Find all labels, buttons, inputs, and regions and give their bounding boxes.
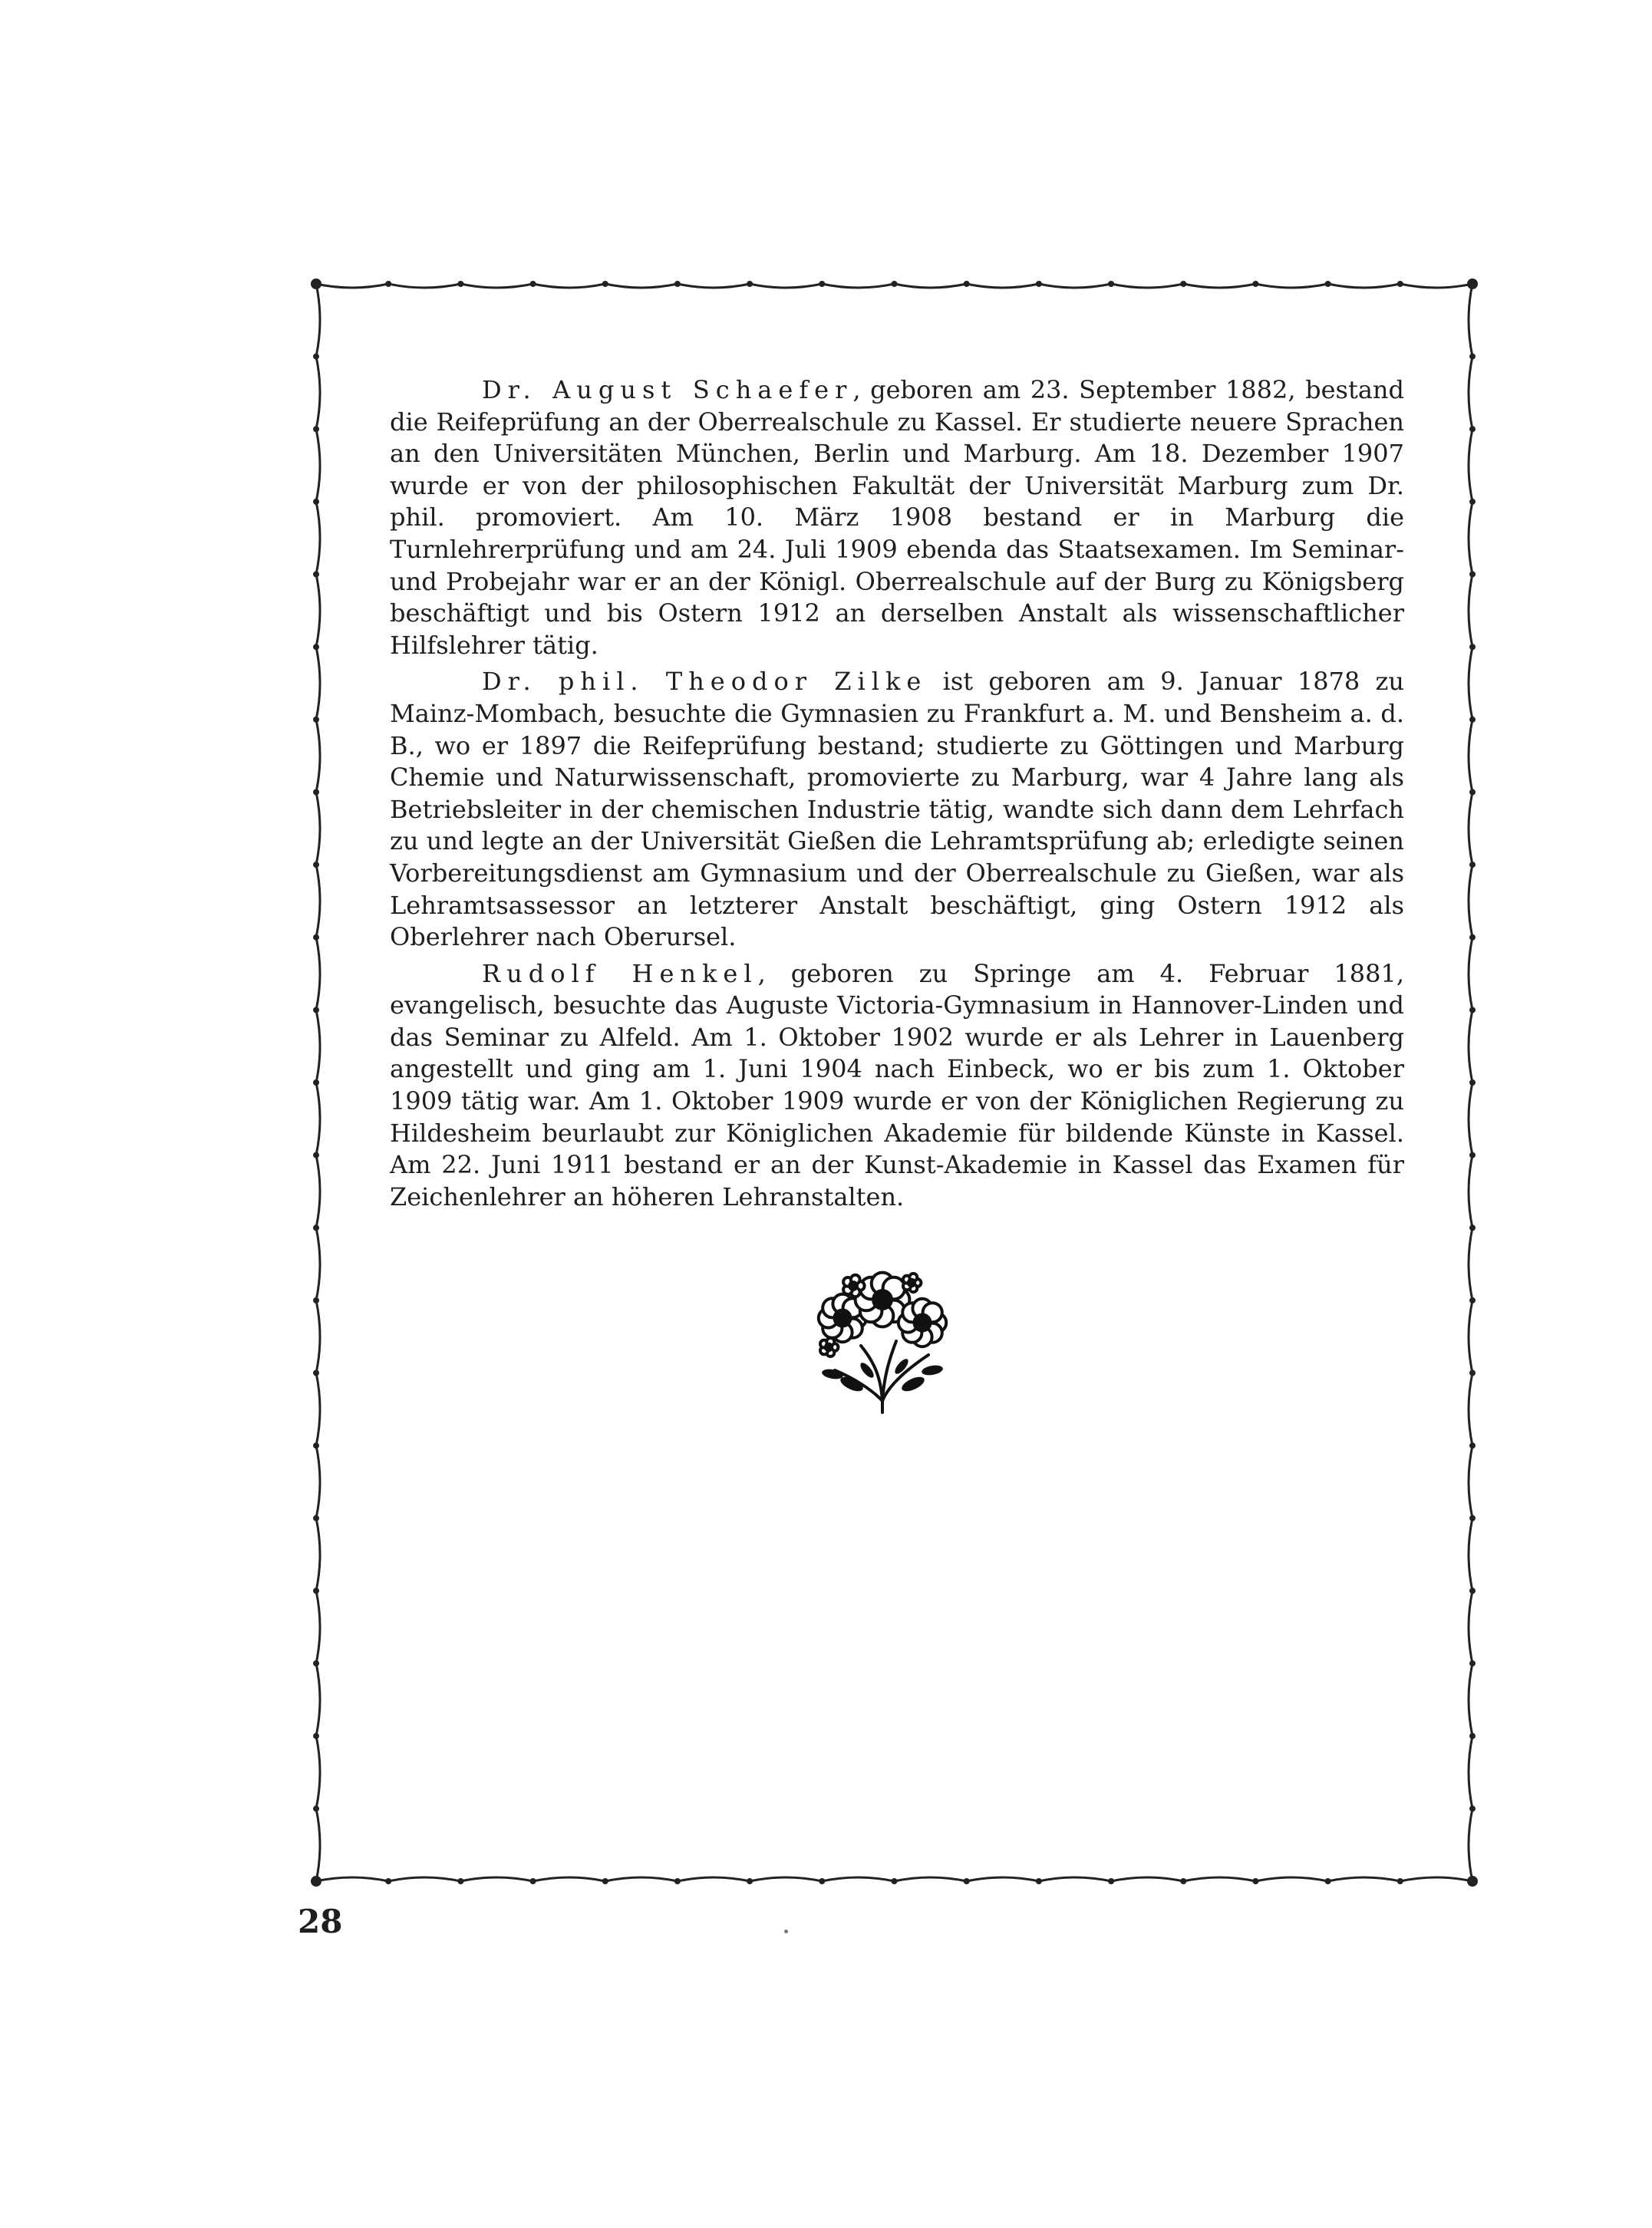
entry-henkel: [390, 958, 1404, 1214]
entry-name: Dr. phil. Theodor Zilke: [482, 667, 928, 697]
entry-name: Rudolf Henkel: [482, 958, 758, 988]
entry-name: Dr. August Schaefer: [482, 375, 853, 404]
entry-text: ist geboren am 9. Januar 1878 zu Mainz-Mombach, besuchte die Gymnasien zu Frankfurt a. M. und Bensheim a. d. B., wo er 1897 die Reifeprüfung bestand; studierte zu Göttingen und Marburg Chemie und Naturwissenschaft, promovierte zu Marburg, war 4 Jahre lang als Betriebsleiter in der chemischen Industrie tätig, wandte sich dann dem Lehrfach zu und legte an der Universität Gießen die Lehramtsprüfung ab; erledigte seinen Vorbereitungsdienst am Gymnasium und der Oberrealschule zu Gießen, war als Lehramtsassessor an letzterer Anstalt beschäftigt, ging Ostern 1912 als Oberlehrer nach Oberursel.: [390, 667, 1405, 952]
entry-zilke: [390, 666, 1404, 953]
entry-schaefer: [390, 374, 1404, 661]
page-number: 28: [298, 1903, 343, 1940]
entry-text: , geboren am 23. September 1882, bestand die Reifeprüfung an der Oberrealschule zu Kassel. Er studierte neuere Sprachen an den Universitäten München, Berlin und Marburg. Am 18. Dezember 1907 wurde er von der philosophischen Fakultät der Universität Marburg zum Dr. phil. promoviert. Am 10. März 1908 bestand er in Marburg die Turnlehrerprüfung und am 24. Juli 1909 ebenda das Staatsexamen. Im Seminar- und Probejahr war er an der Königl. Oberrealschule auf der Burg zu Königsberg beschäftigt und bis Ostern 1912 an derselben Anstalt als wissenschaftlicher Hilfslehrer tätig.: [390, 375, 1404, 660]
entry-text: , geboren zu Springe am 4. Februar 1881, evangelisch, besuchte das Auguste Victoria-Gymnasium in Hannover-Linden und das Seminar zu Alfeld. Am 1. Oktober 1902 wurde er als Lehrer in Lauenberg angestellt und ging am 1. Juni 1904 nach Einbeck, wo er bis zum 1. Oktober 1909 tätig war. Am 1. Oktober 1909 wurde er von der Königlichen Regierung zu Hildesheim beurlaubt zur Königlichen Akademie für bildende Künste in Kassel. Am 22. Juni 1911 bestand er an der Kunst-Akademie in Kassel das Examen für Zeichenlehrer an höheren Lehranstalten.: [390, 958, 1405, 1211]
flower-bouquet-icon: [798, 1255, 967, 1416]
paper-speck: [784, 1930, 788, 1933]
text-body: [390, 374, 1404, 1213]
